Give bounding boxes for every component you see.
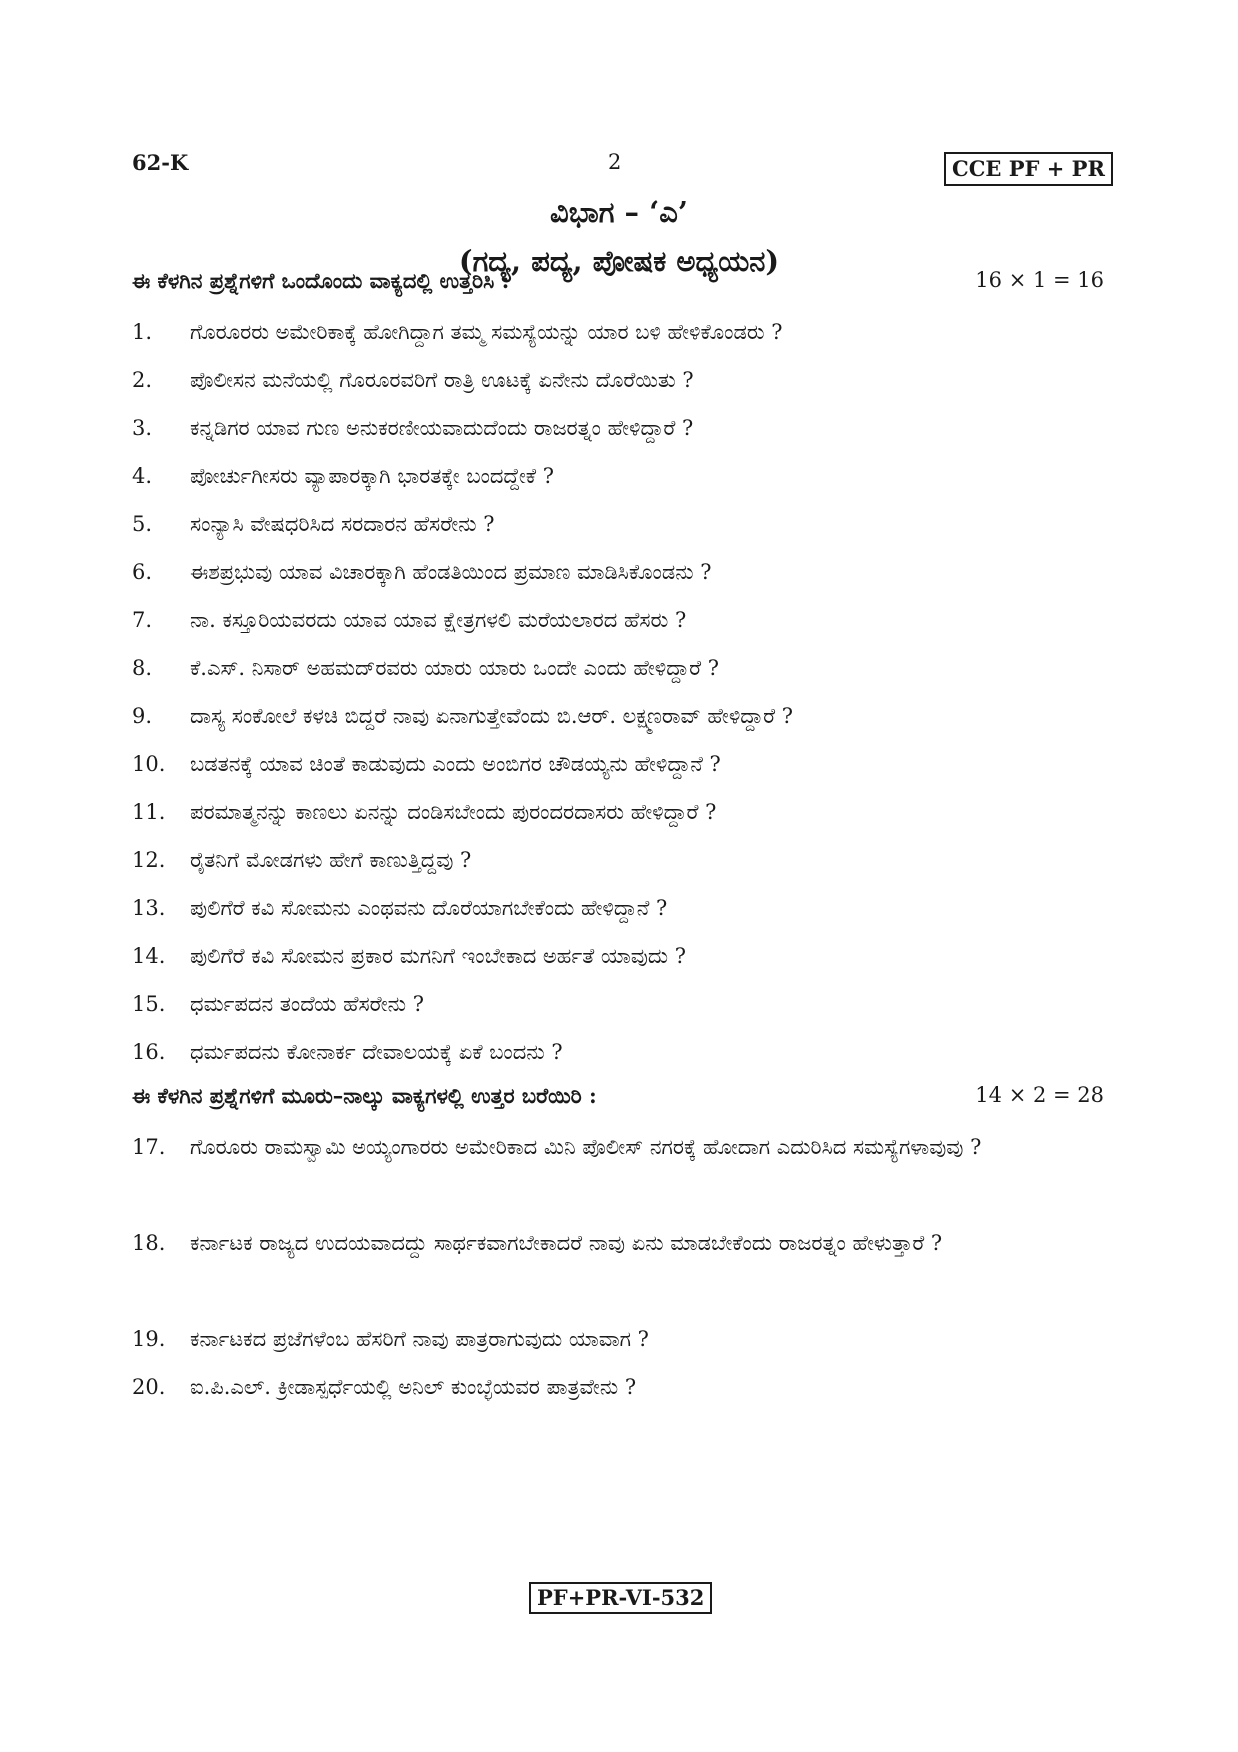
question-item bbox=[132, 312, 1112, 352]
question-text: ಕೆ.ಎಸ್. ನಿಸಾರ್ ಅಹಮದ್‌ರವರು ಯಾರು ಯಾರು ಒಂದೇ ಎಂದು ಹೇಳಿದ್ದಾರೆ ? bbox=[190, 656, 720, 680]
question-number: 4. bbox=[132, 464, 153, 488]
question-item bbox=[132, 744, 1112, 784]
question-number: 20. bbox=[132, 1375, 166, 1399]
question-number: 5. bbox=[132, 512, 153, 536]
question-text: ಧರ್ಮಪದನ ತಂದೆಯ ಹೆಸರೇನು ? bbox=[190, 992, 424, 1016]
part1-marks: 16 × 1 = 16 bbox=[975, 268, 1104, 292]
footer-code-box: PF+PR-VI-532 bbox=[529, 1582, 712, 1614]
question-number: 8. bbox=[132, 656, 153, 680]
question-number: 17. bbox=[132, 1135, 166, 1159]
question-number: 12. bbox=[132, 848, 166, 872]
question-text: ಪೊಲೀಸನ ಮನೆಯಲ್ಲಿ ಗೊರೂರವರಿಗೆ ರಾತ್ರಿ ಊಟಕ್ಕೆ ಏನೇನು ದೊರೆಯಿತು ? bbox=[190, 368, 694, 392]
question-item bbox=[132, 1223, 1112, 1263]
question-number: 9. bbox=[132, 704, 153, 728]
question-number: 11. bbox=[132, 800, 166, 824]
question-item bbox=[132, 936, 1112, 976]
question-text: ರೈತನಿಗೆ ಮೋಡಗಳು ಹೇಗೆ ಕಾಣುತ್ತಿದ್ದವು ? bbox=[190, 848, 472, 872]
question-text: ಈಶಪ್ರಭುವು ಯಾವ ವಿಚಾರಕ್ಕಾಗಿ ಹೆಂಡತಿಯಿಂದ ಪ್ರಮಾಣ ಮಾಡಿಸಿಕೊಂಡನು ? bbox=[190, 560, 712, 584]
question-item bbox=[132, 552, 1112, 592]
question-text: ಗೊರೂರು ರಾಮಸ್ವಾಮಿ ಅಯ್ಯಂಗಾರರು ಅಮೇರಿಕಾದ ಮಿನಿ ಪೊಲೀಸ್ ನಗರಕ್ಕೆ ಹೋದಾಗ ಎದುರಿಸಿದ ಸಮಸ್ಯೆಗಳಾವುವು ? bbox=[190, 1135, 982, 1159]
question-number: 18. bbox=[132, 1231, 166, 1255]
paper-code: 62-K bbox=[132, 150, 189, 175]
question-item bbox=[132, 840, 1112, 880]
section-subtitle: (ಗದ್ಯ, ಪದ್ಯ, ಪೋಷಕ ಅಧ್ಯಯನ) bbox=[458, 244, 780, 278]
question-item bbox=[132, 792, 1112, 832]
question-number: 2. bbox=[132, 368, 153, 392]
question-item bbox=[132, 408, 1112, 448]
question-item bbox=[132, 360, 1112, 400]
question-text: ಕರ್ನಾಟಕ ರಾಜ್ಯದ ಉದಯವಾದದ್ದು ಸಾರ್ಥಕವಾಗಬೇಕಾದರೆ ನಾವು ಏನು ಮಾಡಬೇಕೆಂದು ರಾಜರತ್ನಂ ಹೇಳುತ್ತಾರೆ ? bbox=[190, 1231, 943, 1255]
question-number: 13. bbox=[132, 896, 166, 920]
question-text: ಕನ್ನಡಿಗರ ಯಾವ ಗುಣ ಅನುಕರಣೀಯವಾದುದೆಂದು ರಾಜರತ್ನಂ ಹೇಳಿದ್ದಾರೆ ? bbox=[190, 416, 694, 440]
section-title: ವಿಭಾಗ – ‘ಎ’ bbox=[550, 195, 688, 229]
question-item bbox=[132, 1032, 1112, 1072]
question-text: ನಾ. ಕಸ್ತೂರಿಯವರದು ಯಾವ ಯಾವ ಕ್ಷೇತ್ರಗಳಲಿ ಮರೆಯಲಾರದ ಹೆಸರು ? bbox=[190, 608, 687, 632]
question-item bbox=[132, 600, 1112, 640]
part2-marks: 14 × 2 = 28 bbox=[975, 1083, 1104, 1107]
question-text: ಪೋರ್ಚುಗೀಸರು ವ್ಯಾಪಾರಕ್ಕಾಗಿ ಭಾರತಕ್ಕೇ ಬಂದದ್ದೇಕೆ ? bbox=[190, 464, 555, 488]
question-item bbox=[132, 504, 1112, 544]
question-text: ಸಂನ್ಯಾಸಿ ವೇಷಧರಿಸಿದ ಸರದಾರನ ಹೆಸರೇನು ? bbox=[190, 512, 495, 536]
question-text: ಕರ್ನಾಟಕದ ಪ್ರಜೆಗಳೆಂಬ ಹೆಸರಿಗೆ ನಾವು ಪಾತ್ರರಾಗುವುದು ಯಾವಾಗ ? bbox=[190, 1327, 649, 1351]
question-item bbox=[132, 696, 1112, 736]
question-text: ಬಡತನಕ್ಕೆ ಯಾವ ಚಿಂತೆ ಕಾಡುವುದು ಎಂದು ಅಂಬಿಗರ ಚೌಡಯ್ಯನು ಹೇಳಿದ್ದಾನೆ ? bbox=[190, 752, 721, 776]
question-item bbox=[132, 1127, 1112, 1167]
question-number: 15. bbox=[132, 992, 166, 1016]
question-item bbox=[132, 984, 1112, 1024]
question-text: ದಾಸ್ಯ ಸಂಕೋಲೆ ಕಳಚಿ ಬಿದ್ದರೆ ನಾವು ಏನಾಗುತ್ತೇವೆಂದು ಬಿ.ಆರ್. ಲಕ್ಷ್ಮಣರಾವ್ ಹೇಳಿದ್ದಾರೆ ? bbox=[190, 704, 794, 728]
question-item bbox=[132, 1367, 1112, 1407]
question-text: ಧರ್ಮಪದನು ಕೋನಾರ್ಕ ದೇವಾಲಯಕ್ಕೆ ಏಕೆ ಬಂದನು ? bbox=[190, 1040, 563, 1064]
question-item bbox=[132, 648, 1112, 688]
question-number: 3. bbox=[132, 416, 153, 440]
question-number: 14. bbox=[132, 944, 166, 968]
question-number: 7. bbox=[132, 608, 153, 632]
question-number: 19. bbox=[132, 1327, 166, 1351]
question-text: ಪುಲಿಗೆರೆ ಕವಿ ಸೋಮನ ಪ್ರಕಾರ ಮಗನಿಗೆ ಇಂಬೇಕಾದ ಅರ್ಹತೆ ಯಾವುದು ? bbox=[190, 944, 687, 968]
question-text: ಪರಮಾತ್ಮನನ್ನು ಕಾಣಲು ಏನನ್ನು ದಂಡಿಸಬೇಂದು ಪುರಂದರದಾಸರು ಹೇಳಿದ್ದಾರೆ ? bbox=[190, 800, 717, 824]
scheme-box: CCE PF + PR bbox=[944, 152, 1113, 186]
question-item bbox=[132, 888, 1112, 928]
question-text: ಗೊರೂರರು ಅಮೇರಿಕಾಕ್ಕೆ ಹೋಗಿದ್ದಾಗ ತಮ್ಮ ಸಮಸ್ಯೆಯನ್ನು ಯಾರ ಬಳಿ ಹೇಳಿಕೊಂಡರು ? bbox=[190, 320, 783, 344]
question-item bbox=[132, 456, 1112, 496]
question-number: 6. bbox=[132, 560, 153, 584]
question-text: ಐ.ಪಿ.ಎಲ್. ಕ್ರೀಡಾಸ್ಪರ್ಧೆಯಲ್ಲಿ ಅನಿಲ್ ಕುಂಬ್ಳೆಯವರ ಪಾತ್ರವೇನು ? bbox=[190, 1375, 637, 1399]
question-number: 16. bbox=[132, 1040, 166, 1064]
question-item bbox=[132, 1319, 1112, 1359]
part1-instruction: ಈ ಕೆಳಗಿನ ಪ್ರಶ್ನೆಗಳಿಗೆ ಒಂದೊಂದು ವಾಕ್ಯದಲ್ಲಿ ಉತ್ತರಿಸಿ : bbox=[132, 268, 510, 293]
question-number: 1. bbox=[132, 320, 153, 344]
question-number: 10. bbox=[132, 752, 166, 776]
page-number: 2 bbox=[608, 150, 622, 174]
part2-instruction: ಈ ಕೆಳಗಿನ ಪ್ರಶ್ನೆಗಳಿಗೆ ಮೂರು–ನಾಲ್ಕು ವಾಕ್ಯಗಳಲ್ಲಿ ಉತ್ತರ ಬರೆಯಿರಿ : bbox=[132, 1083, 597, 1108]
question-text: ಪುಲಿಗೆರೆ ಕವಿ ಸೋಮನು ಎಂಥವನು ದೊರೆಯಾಗಬೇಕೆಂದು ಹೇಳಿದ್ದಾನೆ ? bbox=[190, 896, 668, 920]
